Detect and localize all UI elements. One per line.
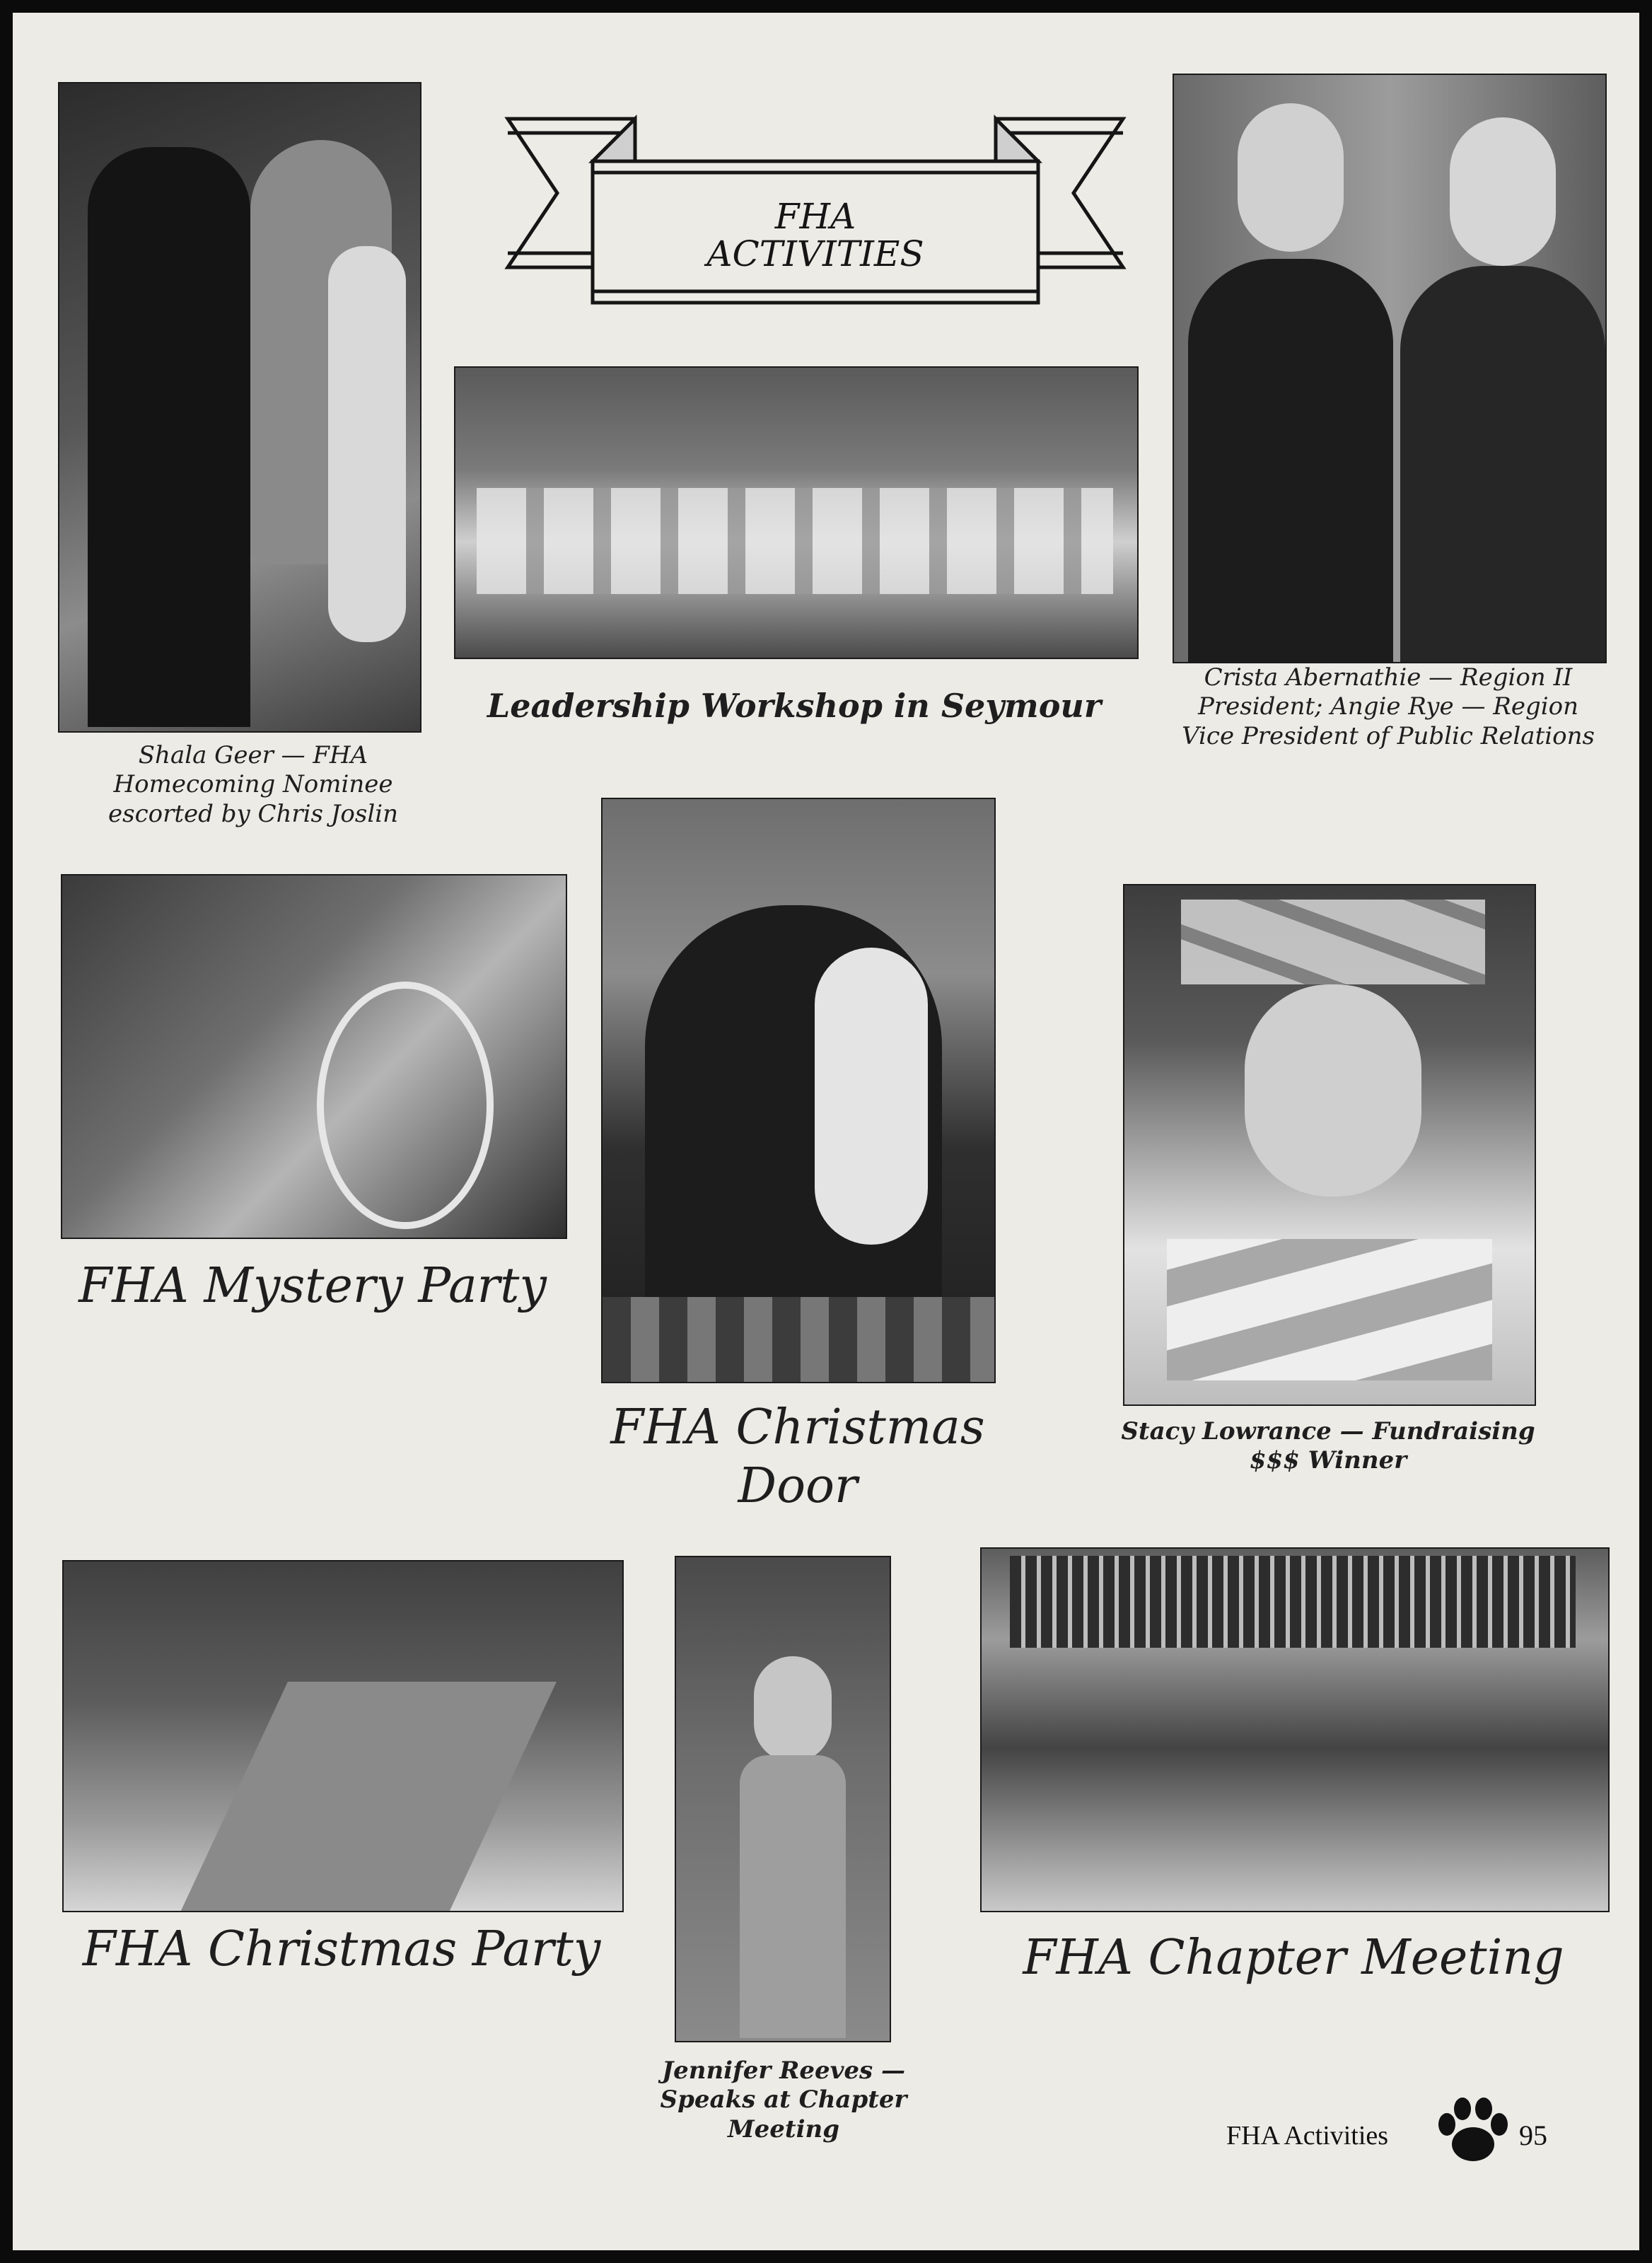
banner-line-1: FHA [774, 196, 856, 237]
footer-label: FHA Activities [1226, 2121, 1389, 2151]
paw-print-icon [1434, 2096, 1512, 2167]
mystery-party-photo [61, 874, 567, 1239]
christmas-party-caption: FHA Christmas Party [82, 1921, 601, 1977]
christmas-party-photo [62, 1560, 624, 1912]
chapter-meeting-photo [980, 1547, 1610, 1912]
mystery-party-caption: FHA Mystery Party [78, 1258, 547, 1314]
christmas-door-photo [601, 798, 996, 1383]
homecoming-photo [58, 82, 421, 733]
officers-caption: Crista Abernathie — Region II President; Angie Rye — Region Vice President of Public Relations [1182, 663, 1595, 750]
banner-line-2: ACTIVITIES [706, 233, 924, 274]
reeves-caption: Jennifer Reeves — Speaks at Chapter Meeting [660, 2057, 907, 2143]
officers-photo [1173, 74, 1607, 663]
chapter-meeting-caption: FHA Chapter Meeting [1023, 1930, 1564, 1986]
workshop-photo [454, 366, 1139, 659]
workshop-caption: Leadership Workshop in Seymour [487, 687, 1102, 725]
fundraising-caption: Stacy Lowrance — Fundraising $$$ Winner [1121, 1417, 1535, 1475]
homecoming-caption: Shala Geer — FHA Homecoming Nominee escorted by Chris Joslin [108, 741, 398, 828]
yearbook-page [13, 13, 1639, 2250]
banner-title [593, 198, 1038, 272]
christmas-door-caption: FHA Christmas Door [610, 1400, 985, 1514]
page-number: 95 [1519, 2119, 1547, 2151]
reeves-photo [675, 1556, 891, 2042]
fundraising-photo [1123, 884, 1536, 1406]
